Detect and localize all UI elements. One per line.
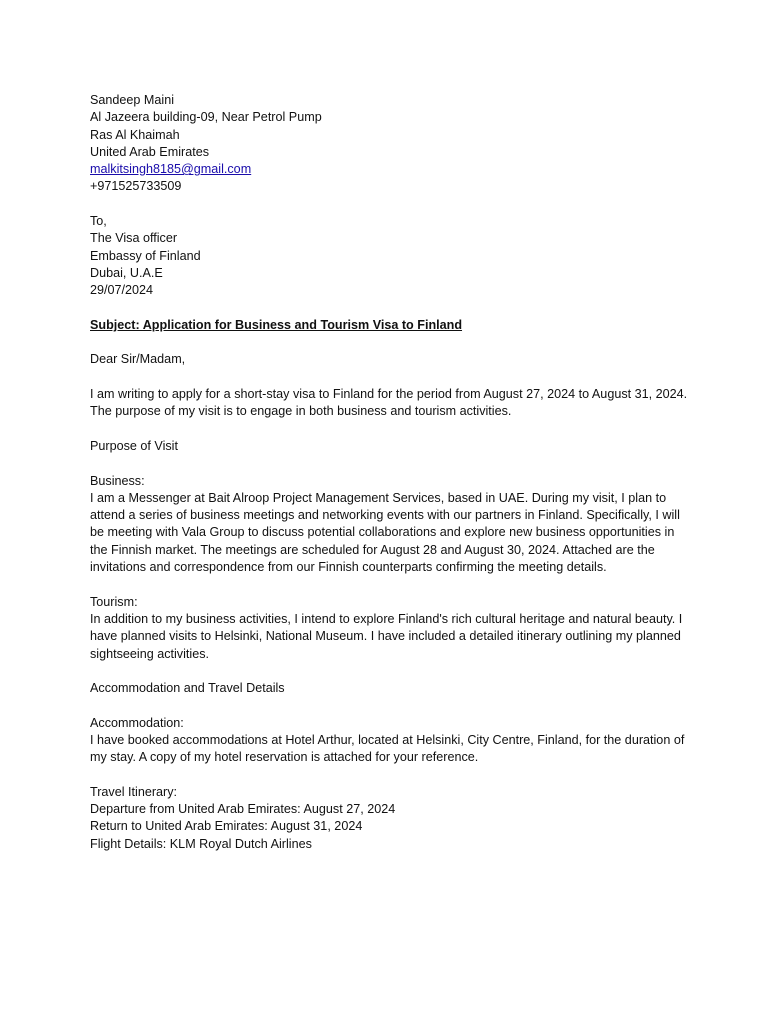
subject-line: Subject: Application for Business and Tourism Visa to Finland (90, 317, 463, 332)
sender-country: United Arab Emirates (90, 144, 209, 159)
spacer (90, 421, 690, 438)
recipient-title: The Visa officer (90, 231, 178, 246)
itinerary-flight: Flight Details: KLM Royal Dutch Airlines (90, 836, 312, 851)
recipient-block (90, 213, 690, 299)
itinerary-departure: Departure from United Arab Emirates: August 27, 2024 (90, 802, 396, 817)
spacer (90, 576, 690, 593)
accommodation-travel-heading: Accommodation and Travel Details (90, 681, 285, 696)
sender-block (90, 92, 690, 196)
letter-page (90, 92, 690, 853)
spacer (90, 196, 690, 213)
spacer (90, 455, 690, 472)
sender-name: Sandeep Maini (90, 93, 175, 107)
recipient-org: Embassy of Finland (90, 248, 201, 263)
spacer (90, 697, 690, 714)
recipient-city: Dubai, U.A.E (90, 265, 163, 280)
accommodation-heading: Accommodation: (90, 715, 184, 730)
salutation: Dear Sir/Madam, (90, 352, 186, 367)
tourism-paragraph: In addition to my business activities, I intend to explore Finland's rich cultural heritage and natural beauty. I have planned visits to Helsinki, National Museum. I have included a detailed itinerary outlining my planned sightseeing activities. (90, 611, 683, 661)
sender-address-line2: Ras Al Khaimah (90, 127, 180, 142)
itinerary-heading: Travel Itinerary: (90, 784, 178, 799)
purpose-heading: Purpose of Visit (90, 438, 178, 453)
spacer (90, 334, 690, 351)
spacer (90, 369, 690, 386)
intro-paragraph: I am writing to apply for a short-stay visa to Finland for the period from August 27, 2024 to August 31, 2024. The purpose of my visit is to engage in both business and tourism activities. (90, 387, 688, 419)
business-paragraph: I am a Messenger at Bait Alroop Project Management Services, based in UAE. During my visit, I plan to attend a series of business meetings and networking events with our partners in Finland. Specifically, I will be meeting with Vala Group to discuss potential collaborations and explore new business opportunities in the Finnish market. The meetings are scheduled for August 28 and August 30, 2024. Attached are the invitations and correspondence from our Finnish counterparts confirming the meeting details. (90, 490, 680, 575)
spacer (90, 663, 690, 680)
letter-date: 29/07/2024 (90, 283, 154, 298)
accommodation-paragraph: I have booked accommodations at Hotel Arthur, located at Helsinki, City Centre, Finland, for the duration of my stay. A copy of my hotel reservation is attached for your reference. (90, 732, 685, 765)
spacer (90, 767, 690, 784)
sender-address-line1: Al Jazeera building-09, Near Petrol Pump (90, 110, 322, 125)
sender-email-link[interactable]: malkitsingh8185@gmail.com (90, 162, 252, 177)
recipient-to: To, (90, 214, 107, 229)
itinerary-return: Return to United Arab Emirates: August 31, 2024 (90, 819, 363, 834)
spacer (90, 300, 690, 317)
sender-phone: +971525733509 (90, 179, 182, 194)
tourism-heading: Tourism: (90, 594, 138, 609)
business-heading: Business: (90, 473, 145, 488)
